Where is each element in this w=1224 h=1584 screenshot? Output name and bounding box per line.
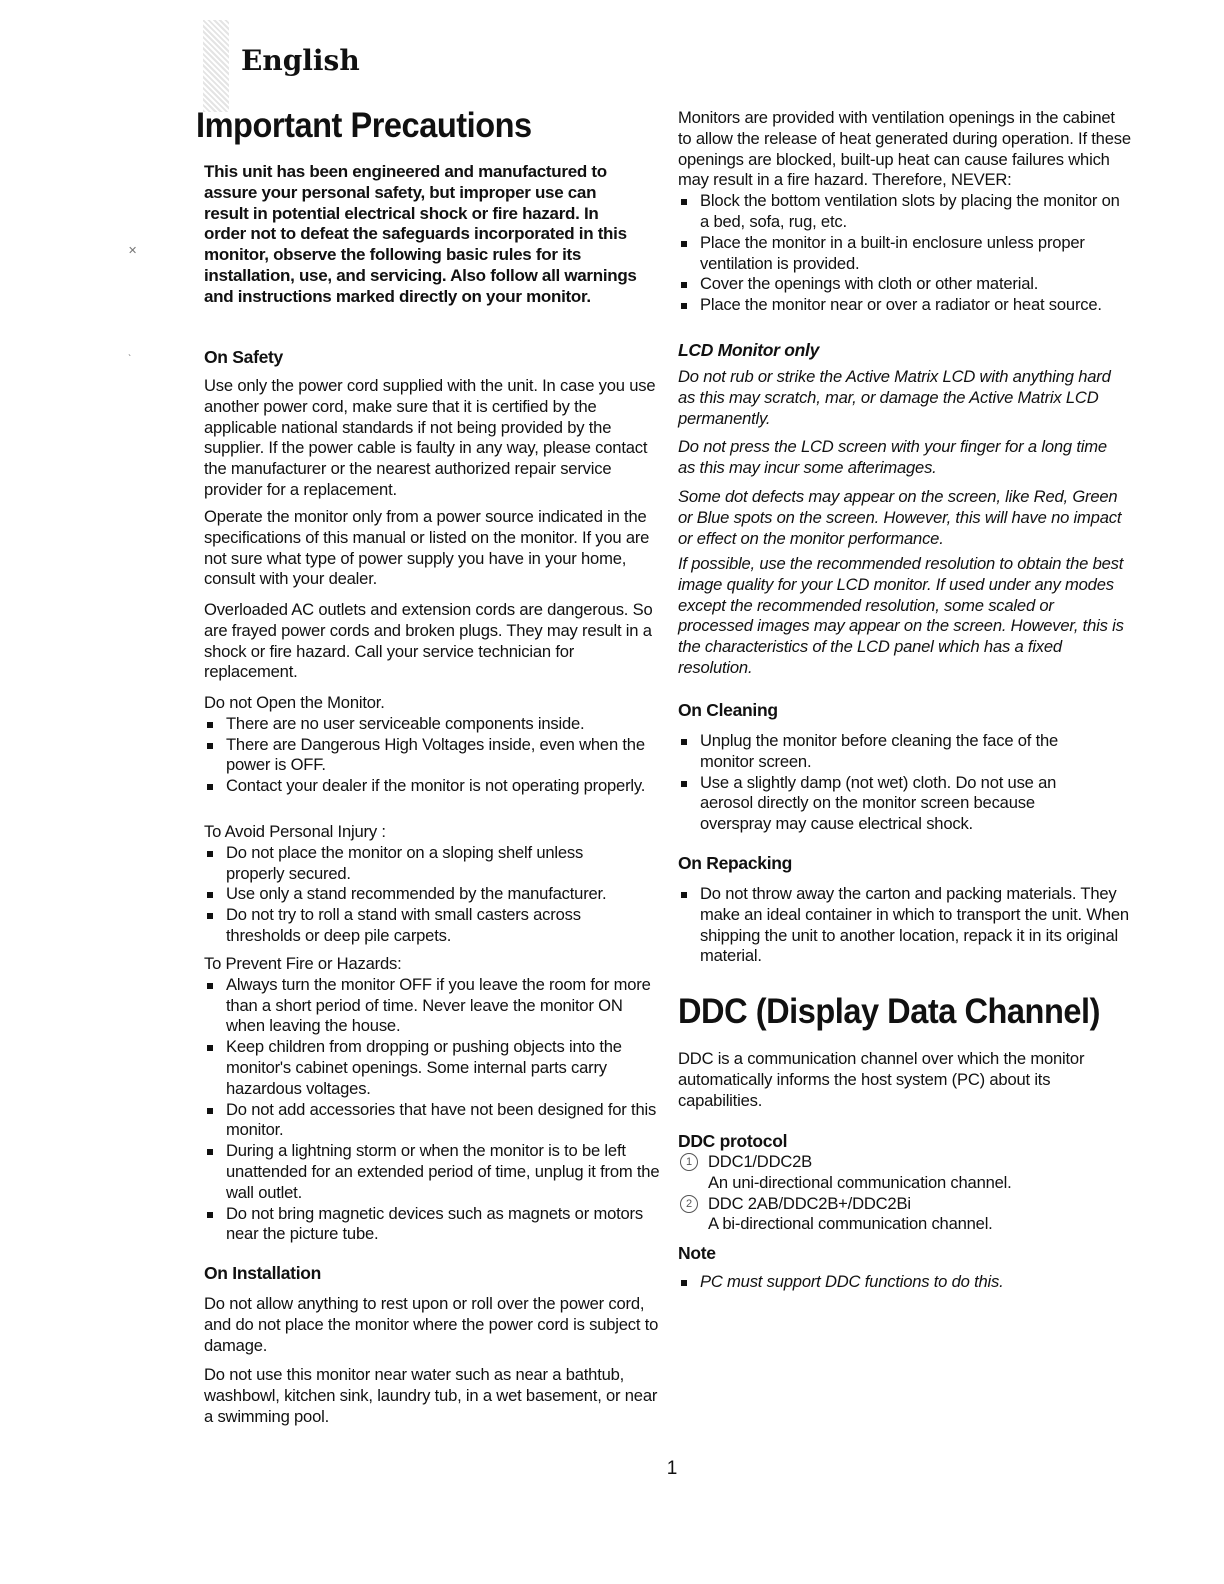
- open-monitor-block: [204, 693, 660, 797]
- list-item: Do not throw away the carton and packing materials. They make an ideal container in which to transport the unit. When shipping the unit to another location, repack it in its original material.: [678, 884, 1132, 967]
- list-item: Place the monitor near or over a radiator or heat source.: [678, 295, 1132, 316]
- note-list: [678, 1272, 1132, 1293]
- personal-injury-list: [204, 843, 644, 947]
- protocol-description: An uni-directional communication channel.: [708, 1172, 1012, 1192]
- list-item: Do not add accessories that have not been designed for this monitor.: [204, 1100, 660, 1142]
- lcd-paragraph-rub: Do not rub or strike the Active Matrix LCD with anything hard as this may scratch, mar, or damage the Active Matrix LCD permanently.: [678, 367, 1111, 428]
- list-item: Keep children from dropping or pushing objects into the monitor's cabinet openings. Some internal parts carry hazardous voltages.: [204, 1037, 660, 1099]
- list-item: PC must support DDC functions to do this.: [678, 1272, 1132, 1293]
- list-item: [678, 1194, 1132, 1215]
- cleaning-block: [678, 731, 1098, 835]
- ddc-protocol-list: [678, 1152, 1132, 1235]
- lcd-monitor-heading: LCD Monitor only: [678, 340, 820, 360]
- personal-injury-label: To Avoid Personal Injury :: [204, 822, 386, 841]
- note-block: [678, 1272, 1132, 1293]
- protocol-name: DDC1/DDC2B: [708, 1152, 813, 1171]
- list-item: There are no user serviceable components inside.: [204, 714, 660, 735]
- list-item: Cover the openings with cloth or other material.: [678, 274, 1132, 295]
- circled-number: 2: [680, 1195, 698, 1213]
- protocol-name: DDC 2AB/DDC2B+/DDC2Bi: [708, 1193, 911, 1213]
- installation-paragraph-cord: Do not allow anything to rest upon or roll over the power cord, and do not place the monitor where the power cord is subject to damage.: [204, 1294, 659, 1355]
- fire-hazards-list: [204, 975, 660, 1245]
- list-item: During a lightning storm or when the monitor is to be left unattended for an extended period of time, unplug it from the wall outlet.: [204, 1141, 660, 1203]
- list-item: Do not bring magnetic devices such as magnets or motors near the picture tube.: [204, 1204, 660, 1246]
- ventilation-paragraph: Monitors are provided with ventilation openings in the cabinet to allow the release of heat generated during operation. If these openings are blocked, built-up heat can cause failures which may result in a fire hazard. Therefore, NEVER:: [678, 108, 1131, 190]
- list-item: [678, 1152, 1132, 1173]
- list-item: Do not try to roll a stand with small casters across thresholds or deep pile carpets.: [204, 905, 644, 947]
- language-label: English: [241, 44, 360, 77]
- on-repacking-heading: On Repacking: [678, 853, 793, 873]
- page-number: 1: [666, 1458, 678, 1479]
- ddc-protocol-heading: DDC protocol: [678, 1131, 788, 1151]
- lcd-paragraph-resolution: If possible, use the recommended resolution to obtain the best image quality for your LCD monitor. If used under any modes except the recommended resolution, some scaled or processed images may appear on the screen. However, this is the characteristics of the LCD panel which has a fixed resolution.: [678, 554, 1124, 677]
- list-item: Place the monitor in a built-in enclosure unless proper ventilation is provided.: [678, 233, 1132, 275]
- ventilation-never-list: [678, 191, 1132, 316]
- repacking-block: [678, 884, 1132, 967]
- scan-mark: ˎ: [128, 345, 132, 357]
- safety-paragraph-outlets: Overloaded AC outlets and extension cords are dangerous. So are frayed power cords and broken plugs. They may result in a shock or fire hazard. Call your service technician for replacement.: [204, 600, 653, 682]
- personal-injury-block: [204, 822, 644, 947]
- on-cleaning-heading: On Cleaning: [678, 700, 778, 720]
- list-item: Unplug the monitor before cleaning the face of the monitor screen.: [678, 731, 1098, 773]
- ventilation-block: [678, 108, 1132, 316]
- safety-paragraph-power-cord: Use only the power cord supplied with the unit. In case you use another power cord, make sure that it is certified by the applicable national standards if not being provided by the supplier. If the power cable is faulty in any way, please contact the manufacturer or the nearest authorized repair service provider for a replacement.: [204, 376, 656, 499]
- circled-number: 1: [680, 1153, 698, 1171]
- note-heading: Note: [678, 1243, 716, 1263]
- ddc-title: DDC (Display Data Channel): [678, 992, 1100, 1031]
- fire-hazards-block: [204, 954, 660, 1245]
- on-safety-heading: On Safety: [204, 347, 283, 367]
- fire-hazards-label: To Prevent Fire or Hazards:: [204, 954, 402, 973]
- on-installation-heading: On Installation: [204, 1263, 322, 1283]
- precautions-title: Important Precautions: [196, 106, 532, 145]
- list-item: There are Dangerous High Voltages inside, even when the power is OFF.: [204, 735, 660, 777]
- list-item: Block the bottom ventilation slots by placing the monitor on a bed, sofa, rug, etc.: [678, 191, 1132, 233]
- list-item: Do not place the monitor on a sloping shelf unless properly secured.: [204, 843, 644, 885]
- open-monitor-list: [204, 714, 660, 797]
- lcd-paragraph-press: Do not press the LCD screen with your finger for a long time as this may incur some afterimages.: [678, 437, 1107, 477]
- language-tab-mark: [203, 20, 229, 112]
- intro-paragraph: This unit has been engineered and manufactured to assure your personal safety, but improper use can result in potential electrical shock or fire hazard. In order not to defeat the safeguards incorporated in this monitor, observe the following basic rules for its installation, use, and servicing. Also follow all warnings and instructions marked directly on your monitor.: [204, 162, 637, 306]
- open-monitor-label: Do not Open the Monitor.: [204, 693, 385, 712]
- installation-paragraph-water: Do not use this monitor near water such as near a bathtub, washbowl, kitchen sink, laundry tub, in a wet basement, or near a swimming pool.: [204, 1365, 658, 1426]
- lcd-paragraph-dot-defects: Some dot defects may appear on the screen, like Red, Green or Blue spots on the screen. However, this will have no impact or effect on the monitor performance.: [678, 487, 1122, 548]
- repacking-list: [678, 884, 1132, 967]
- ddc-paragraph: DDC is a communication channel over which the monitor automatically informs the host system (PC) about its capabilities.: [678, 1049, 1085, 1110]
- list-item: Use only a stand recommended by the manufacturer.: [204, 884, 644, 905]
- list-item: Always turn the monitor OFF if you leave the room for more than a short period of time. Never leave the monitor ON when leaving the house.: [204, 975, 660, 1037]
- scan-mark: ✕: [128, 245, 138, 257]
- cleaning-list: [678, 731, 1098, 835]
- protocol-description: A bi-directional communication channel.: [708, 1214, 993, 1234]
- list-item: Contact your dealer if the monitor is not operating properly.: [204, 776, 660, 797]
- list-item: Use a slightly damp (not wet) cloth. Do not use an aerosol directly on the monitor screen because overspray may cause electrical shock.: [678, 773, 1098, 835]
- safety-paragraph-power-source: Operate the monitor only from a power source indicated in the specifications of this manual or listed on the monitor. If you are not sure what type of power supply you have in your home, consult with your dealer.: [204, 507, 650, 589]
